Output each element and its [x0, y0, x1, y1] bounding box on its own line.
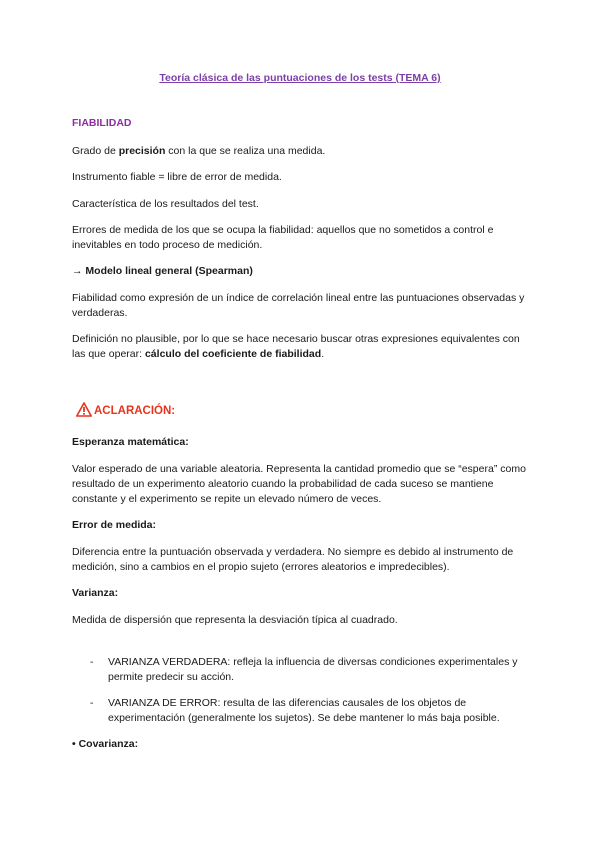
p6-before: Definición no plausible, por lo que se hace necesario buscar otras expresiones equivalentes con las que operar:	[72, 333, 520, 360]
paragraph-caracteristica: Característica de los resultados del test.	[72, 198, 259, 210]
p1-after: con la que se realiza una medida.	[165, 145, 326, 157]
section-heading-fiabilidad: FIABILIDAD	[72, 117, 132, 129]
error-text: Diferencia entre la puntuación observada y verdadera. No siempre es debido al instrumento de medición, sino a cambios en el propio sujeto (errores aleatorios e impredecibles).	[72, 546, 514, 573]
varianza-text: Medida de dispersión que representa la desviación típica al cuadrado.	[72, 614, 398, 626]
list-dash: -	[90, 656, 94, 668]
esperanza-heading: Esperanza matemática:	[72, 436, 189, 448]
p1-bold: precisión	[118, 145, 166, 157]
list-item-text: VARIANZA DE ERROR: resulta de las diferencias causales de los objetos de experimentación (generalmente los sujetos). Se debe mantener lo más baja posible.	[108, 697, 500, 724]
list-item-text: VARIANZA VERDADERA: refleja la influencia de diversas condiciones experimentales y permite predecir su acción.	[108, 656, 518, 683]
error-heading: Error de medida:	[72, 519, 157, 531]
varianza-heading: Varianza:	[72, 587, 119, 599]
modelo-lineal-heading: → Modelo lineal general (Spearman)	[72, 265, 253, 277]
p1-before: Grado de	[72, 145, 119, 157]
paragraph-precision	[72, 144, 532, 159]
covarianza-heading: • Covarianza:	[72, 738, 139, 750]
paragraph-errores: Errores de medida de los que se ocupa la fiabilidad: aquellos que no sometidos a control e inevitables en todo proceso de medición.	[72, 224, 494, 251]
esperanza-text: Valor esperado de una variable aleatoria. Representa la cantidad promedio que se “espera” como resultado de un experimento aleatorio cuando la probabilidad de cada suceso se mantiene constante y el experimento se repite un elevado número de veces.	[72, 463, 526, 505]
p6-bold: cálculo del coeficiente de fiabilidad	[144, 348, 322, 360]
paragraph-definicion	[72, 332, 532, 362]
paragraph-instrumento: Instrumento fiable = libre de error de medida.	[72, 171, 282, 183]
aclaracion-heading	[76, 402, 175, 417]
p6-after: .	[321, 348, 325, 360]
warning-icon	[76, 402, 92, 417]
aclaracion-label: ACLARACIÓN:	[94, 405, 176, 417]
document-title: Teoría clásica de las puntuaciones de los tests (TEMA 6)	[159, 72, 441, 84]
paragraph-fiabilidad-expresion: Fiabilidad como expresión de un índice de correlación lineal entre las puntuaciones observadas y verdaderas.	[72, 292, 525, 319]
list-dash: -	[90, 697, 94, 709]
